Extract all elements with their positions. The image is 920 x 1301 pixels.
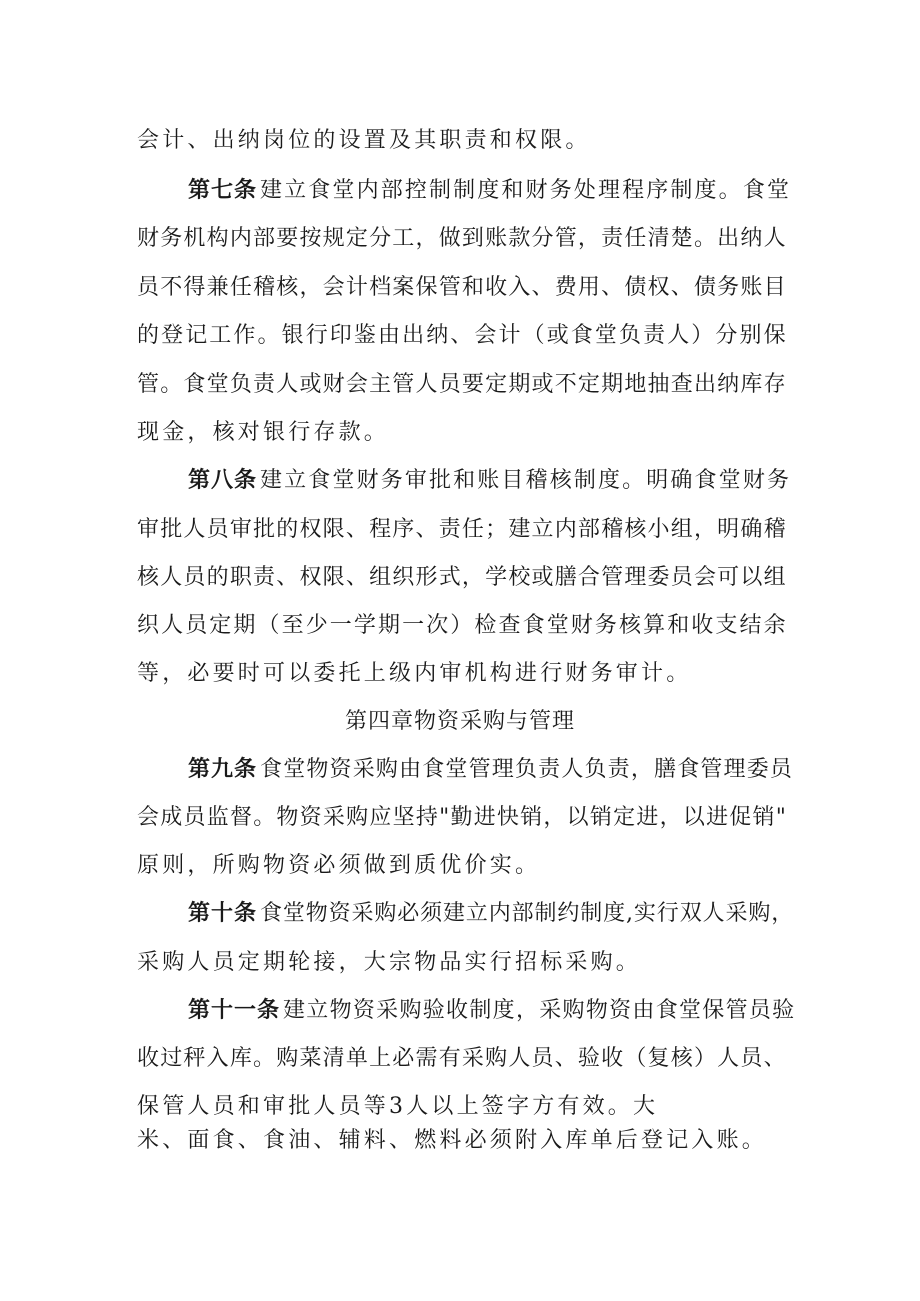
paragraph-article-10: 第十条 食堂物资采购必须建立内部制约制度,实行双人采购， [188, 901, 795, 926]
text-line: 会成员监督。物资采购应坚持"勤进快销，以销定进，以进促销" [137, 805, 788, 830]
text-line: 采购人员定期轮接，大宗物品实行招标采购。 [137, 950, 642, 975]
article-number: 第十条 [188, 901, 258, 926]
article-number: 第七条 [188, 178, 258, 203]
text-line: 的登记工作。银行印鉴由出纳、会计（或食堂负责人）分别保 [137, 323, 788, 348]
text-line: 现金，核对银行存款。 [137, 420, 390, 445]
text-line: 审批人员审批的权限、程序、责任；建立内部稽核小组，明确稽 [137, 517, 787, 542]
text-line: 员不得兼任稽核，会计档案保管和收入、费用、债权、债务账目 [137, 275, 787, 300]
text-line: 财务机构内部要按规定分工，做到账款分管，责任清楚。出纳人 [137, 226, 787, 251]
text-line: 织人员定期（至少一学期一次）检查食堂财务核算和收支结余 [137, 613, 788, 638]
article-number: 第九条 [188, 757, 258, 782]
chapter-heading: 第四章物资采购与管理 [344, 709, 575, 734]
text-line: 管。食堂负责人或财会主管人员要定期或不定期地抽查出纳库存 [137, 372, 787, 397]
text-line: 会计、出纳岗位的设置及其职责和权限。 [137, 128, 591, 153]
paragraph-article-11: 第十一条 建立物资采购验收制度，采购物资由食堂保管员验 [188, 998, 796, 1023]
text-line: 保管人员和审批人员等3人以上签字方有效。大 [137, 1094, 659, 1119]
text-line: 米、面食、食油、辅料、燃料必须附入库单后登记入账。 [137, 1128, 768, 1153]
paragraph-article-7: 第七条 建立食堂内部控制制度和财务处理程序制度。食堂 [188, 178, 792, 203]
text-line: 原则，所购物资必须做到质优价实。 [137, 853, 541, 878]
paragraph-article-8: 第八条 建立食堂财务审批和账目稽核制度。明确食堂财务 [188, 468, 792, 493]
text-line: 收过秤入库。购菜清单上必需有采购人员、验收（复核）人员、 [137, 1046, 787, 1071]
article-number: 第十一条 [188, 998, 281, 1023]
text-line: 核人员的职责、权限、组织形式，学校或膳合管理委员会可以组 [137, 565, 787, 590]
text-line: 等，必要时可以委托上级内审机构进行财务审计。 [137, 661, 692, 686]
article-number: 第八条 [188, 468, 258, 493]
paragraph-article-9: 第九条 食堂物资采购由食堂管理负责人负责，膳食管理委员 [188, 757, 794, 782]
